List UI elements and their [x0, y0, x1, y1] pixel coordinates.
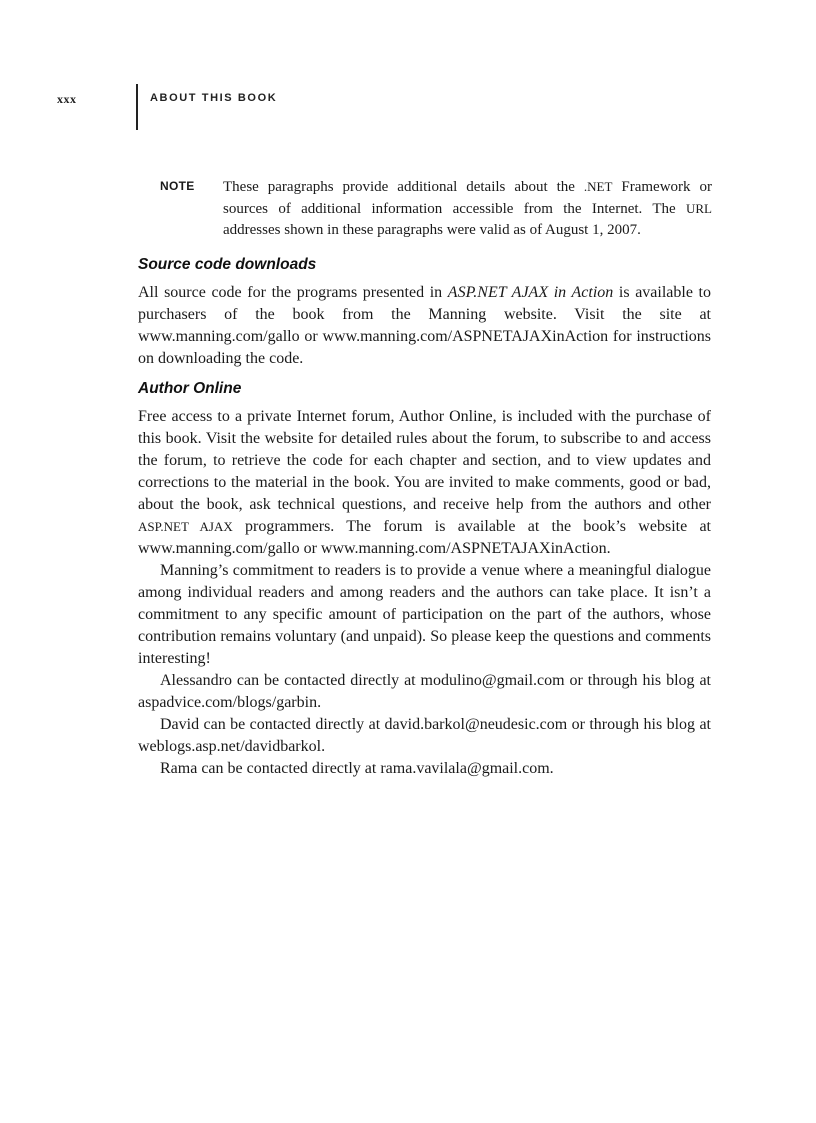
aspnet-term: ASP.NET AJAX: [138, 519, 233, 534]
page-number: xxx: [57, 92, 77, 106]
note-label: NOTE: [160, 179, 195, 193]
paragraph-text: programmers. The forum is available at the book’s website at www.manning.com/gallo or www.manning.com/ASPNETAJAXinAction.: [138, 518, 711, 557]
author-online-paragraph-1: [138, 406, 711, 560]
section-heading-source-code: Source code downloads: [138, 256, 317, 273]
header-divider: [136, 84, 138, 130]
section-heading-author-online: Author Online: [138, 380, 242, 397]
paragraph-text: is available to purchasers of the book from the Manning website. Visit the site at www.manning.com/gallo or www.manning.com/ASPNETAJAXinAction for instructions on downloading the code.: [138, 284, 711, 367]
page-content: [138, 254, 711, 780]
author-online-paragraph-2: Manning’s commitment to readers is to provide a venue where a meaningful dialogue among individual readers and among readers and the authors can take place. It isn’t a commitment to any specific amount of participation on the part of the authors, whose contribution remains voluntary (and unpaid). So please keep the questions and comments interesting!: [138, 562, 711, 667]
note-text-part: Framework or sources of additional information accessible from the Internet. The: [223, 179, 712, 217]
book-title: ASP.NET AJAX in Action: [447, 284, 614, 301]
author-online-paragraph-5: Rama can be contacted directly at rama.vavilala@gmail.com.: [160, 760, 554, 777]
note-net-term: .NET: [583, 179, 613, 194]
running-title: ABOUT THIS BOOK: [150, 92, 278, 104]
source-code-paragraph: [138, 282, 711, 370]
note-text-part: These paragraphs provide additional details about the: [223, 179, 584, 195]
note-text-part: addresses shown in these paragraphs were valid as of August 1, 2007.: [223, 222, 641, 238]
note-url-term: URL: [686, 201, 712, 216]
note-text: [223, 176, 712, 241]
author-online-paragraph-4: David can be contacted directly at david.barkol@neudesic.com or through his blog at weblogs.asp.net/davidbarkol.: [138, 716, 711, 755]
paragraph-text: Free access to a private Internet forum, Author Online, is included with the purchase of this book. Visit the website for detailed rules about the forum, to subscribe to and access the forum, to retrieve the code for each chapter and section, and to view updates and corrections to the material in the book. You are invited to make comments, good or bad, about the book, ask technical questions, and receive help from the authors and other: [138, 408, 711, 513]
paragraph-text: All source code for the programs presented in: [138, 284, 448, 301]
author-online-paragraph-3: Alessandro can be contacted directly at modulino@gmail.com or through his blog at aspadvice.com/blogs/garbin.: [138, 672, 711, 711]
